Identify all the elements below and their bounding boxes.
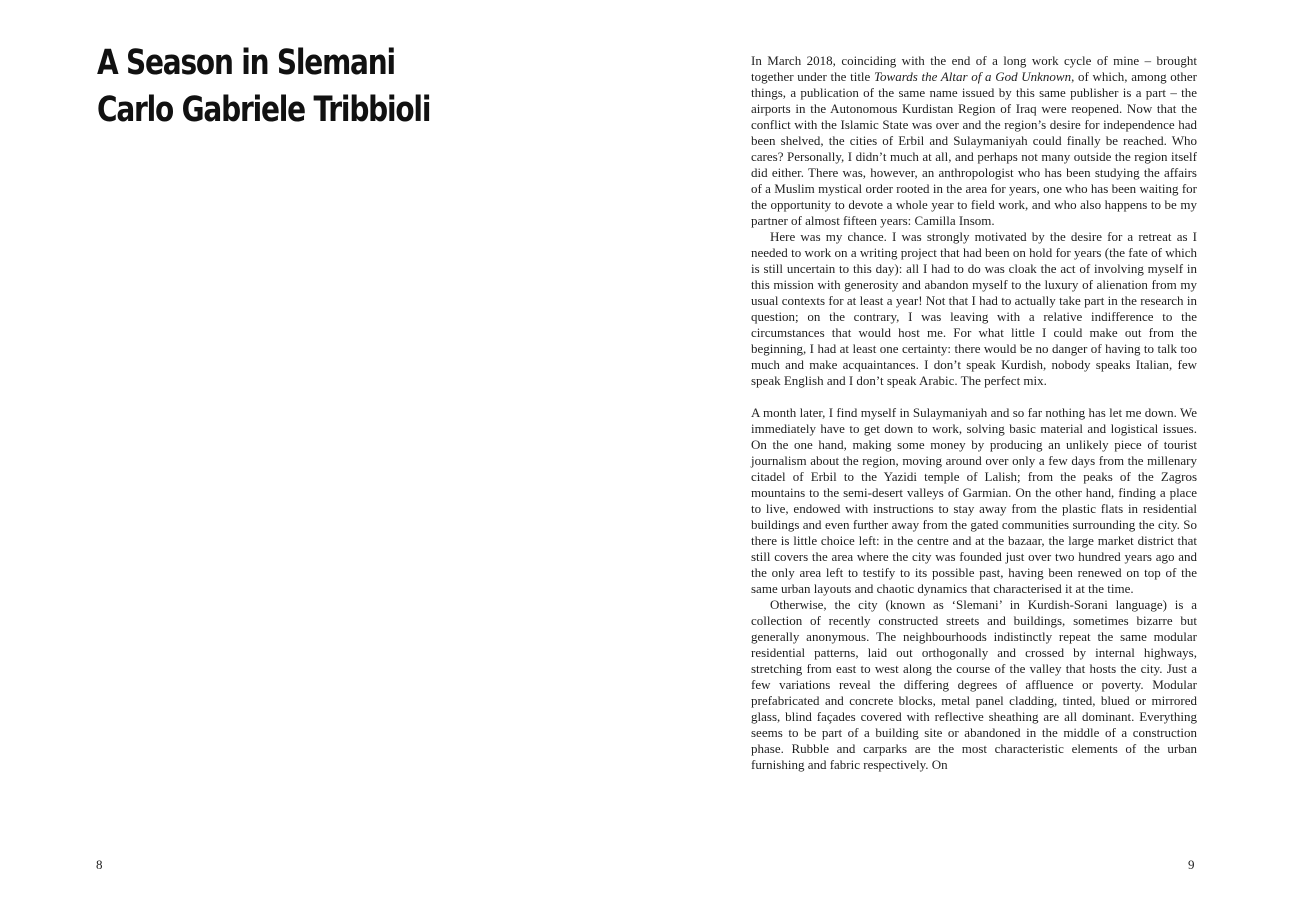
paragraph-1 [751,53,1197,229]
paragraph-3: A month later, I find myself in Sulaymaniyah and so far nothing has let me down. We immediately have to get down to work, solving basic material and logistical issues. On the one hand, making some money by producing an unlikely piece of tourist journalism about the region, moving around over only a few days from the millenary citadel of Erbil to the Yazidi temple of Lalish; from the peaks of the Zagros mountains to the semi-desert valleys of Garmian. On the other hand, finding a place to live, endowed with instructions to stay away from the plastic flats in residential buildings and even further away from the gated communities surrounding the city. So there is little choice left: in the centre and at the bazaar, the large market district that still covers the area where the city was founded just over two hundred years ago and the only area left to testify to its possible past, having been renewed on top of the same urban layouts and chaotic dynamics that characterised it at the time. [751,405,1197,596]
page-number-left: 8 [96,857,103,872]
essay-title: A Season in Slemani [97,43,395,83]
paragraph-4: Otherwise, the city (known as ‘Slemani’ in Kurdish-Sorani language) is a collection of recently constructed streets and buildings, sometimes bizarre but generally anonymous. The neighbourhoods indistinctly repeat the same modular residential patterns, laid out orthogonally and crossed by internal highways, stretching from east to west along the course of the valley that hosts the city. Just a few variations reveal the differing degrees of affluence or poverty. Modular prefabricated and concrete blocks, metal panel cladding, tinted, blued or mirrored glass, blind façades covered with reflective sheathing are all dominant. Everything seems to be part of a building site or abandoned in the middle of a construction phase. Rubble and carparks are the most characteristic elements of the urban furnishing and fabric respectively. On [751,597,1197,772]
author-name: Carlo Gabriele Tribbioli [97,90,431,130]
paragraph-2: Here was my chance. I was strongly motivated by the desire for a retreat as I needed to work on a writing project that had been on hold for years (the fate of which is still uncertain to this day): all I had to do was cloak the act of involving myself in this mission with generosity and abandon myself to the luxury of alienation from my usual contexts for at least a year! Not that I had to actually take part in the research in question; on the contrary, I was leaving with a relative indifference to the circumstances that would host me. For what little I could make out from the beginning, I had at least one certainty: there would be no danger of having to talk too much and make acquaintances. I don’t speak Kurdish, nobody speaks Italian, few speak English and I don’t speak Arabic. The perfect mix. [751,229,1197,388]
page-number-right: 9 [1188,857,1195,872]
right-page [646,0,1293,913]
title-block [97,40,430,134]
paragraph-1-start: In March 2018, coinciding with the end of a long work cycle of mine – brought together under the title [751,53,1197,84]
book-title-italic: Towards the Altar of a God Unknown [874,69,1072,84]
paragraph-1-end: , of which, among other things, a publication of the same name issued by this same publisher is a part – the airports in the Autonomous Kurdistan Region of Iraq were reopened. Now that the conflict with the Islamic State was over and the region’s desire for independence had been shelved, the cities of Erbil and Sulaymaniyah could finally be reached. Who cares? Personally, I didn’t much at all, and perhaps not many outside the region itself did either. There was, however, an anthropologist who has been studying the affairs of a Muslim mystical order rooted in the area for years, one who has been waiting for the opportunity to devote a whole year to field work, and who also happens to be my partner of almost fifteen years: Camilla Insom. [751,69,1198,228]
left-page [0,0,646,913]
body-text [751,53,1197,773]
